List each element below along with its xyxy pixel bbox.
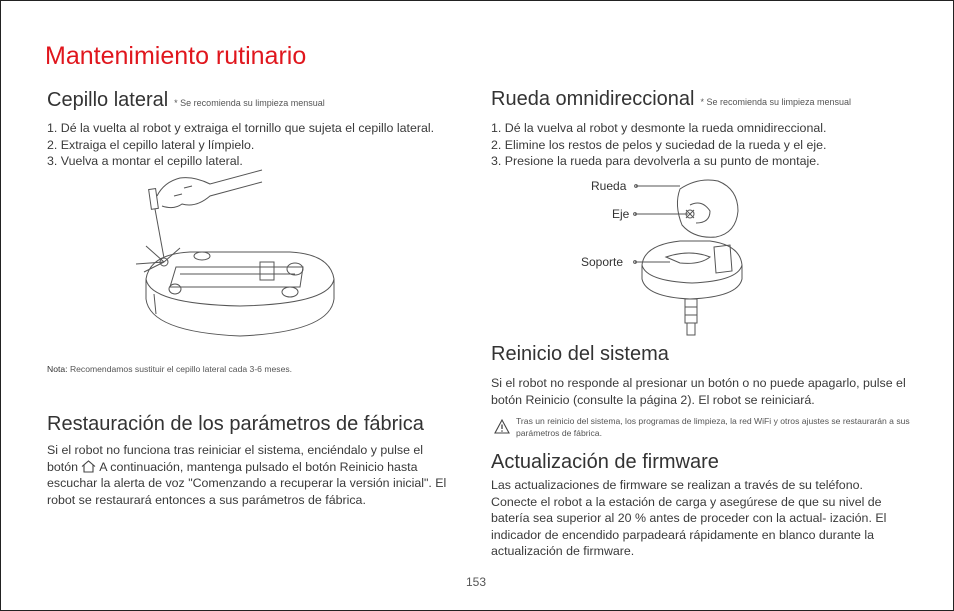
brush-recommend: * Se recomienda su limpieza mensual xyxy=(174,98,325,108)
brush-note-label: Nota: xyxy=(47,364,68,374)
brush-heading-row xyxy=(47,89,325,112)
firmware-heading: Actualización de firmware xyxy=(491,451,719,473)
brush-note-text: Recomendamos sustituir el cepillo lateral cada 3-6 meses. xyxy=(69,364,293,374)
brush-step: 1. Dé la vuelta al robot y extraiga el tornillo que sujeta el cepillo lateral. xyxy=(47,121,435,135)
factory-text-before: Si el robot no funciona tras reiniciar el sistema, enciéndalo y pulse el botón xyxy=(47,443,424,474)
brush-steps xyxy=(47,120,467,170)
reset-text: Si el robot no responde al presionar un botón o no puede apagarlo, pulse el botón Reinicio (consulte la página 2). El robot se reiniciará. xyxy=(491,376,906,407)
warning-icon xyxy=(494,419,510,434)
brush-note xyxy=(47,364,292,374)
page-number: 153 xyxy=(466,575,487,589)
factory-heading: Restauración de los parámetros de fábrica xyxy=(47,413,424,435)
brush-step: 3. Vuelva a montar el cepillo lateral. xyxy=(47,154,243,168)
brush-heading: Cepillo lateral xyxy=(47,89,169,111)
brush-step: 2. Extraiga el cepillo lateral y límpielo. xyxy=(47,137,255,152)
factory-text xyxy=(47,442,457,508)
label-axle: Eje xyxy=(612,207,630,221)
wheel-step: 3. Presione la rueda para devolverla a su punto de montaje. xyxy=(491,154,820,168)
brush-illustration xyxy=(140,174,340,349)
wheel-illustration xyxy=(630,175,750,340)
reset-warning: Tras un reinicio del sistema, los programas de limpieza, la red WiFi y otros ajustes se restaurarán a sus parámetros de fábrica. xyxy=(516,416,910,438)
reset-heading: Reinicio del sistema xyxy=(491,343,669,365)
wheel-heading-row xyxy=(491,88,851,111)
label-support: Soporte xyxy=(581,255,624,269)
firmware-text: Las actualizaciones de firmware se realizan a través de su teléfono. Conecte el robot a la estación de carga y asegúrese de que su nivel de batería sea superior al 20 % antes de proceder con la actual- ización. El indicador de encendido parpadeará rápidamente en blanco durante la actualización de firmware. xyxy=(491,478,887,559)
wheel-step: 1. Dé la vuelva al robot y desmonte la rueda omnidireccional. xyxy=(491,121,827,135)
wheel-recommend: * Se recomienda su limpieza mensual xyxy=(700,97,852,107)
wheel-heading: Rueda omnidireccional xyxy=(491,88,695,110)
page-title: Mantenimiento rutinario xyxy=(45,42,307,70)
home-icon xyxy=(81,460,96,473)
label-wheel: Rueda xyxy=(591,179,627,193)
wheel-steps xyxy=(491,120,911,170)
wheel-step: 2. Elimine los restos de pelos y suciedad de la rueda y el eje. xyxy=(491,137,827,152)
factory-text-after: A continuación, mantenga pulsado el botón Reinicio hasta escuchar la alerta de voz "Comenzando a recuperar la versión inicial". El robot se restaurará entonces a sus parámetros de fábrica. xyxy=(47,459,447,507)
